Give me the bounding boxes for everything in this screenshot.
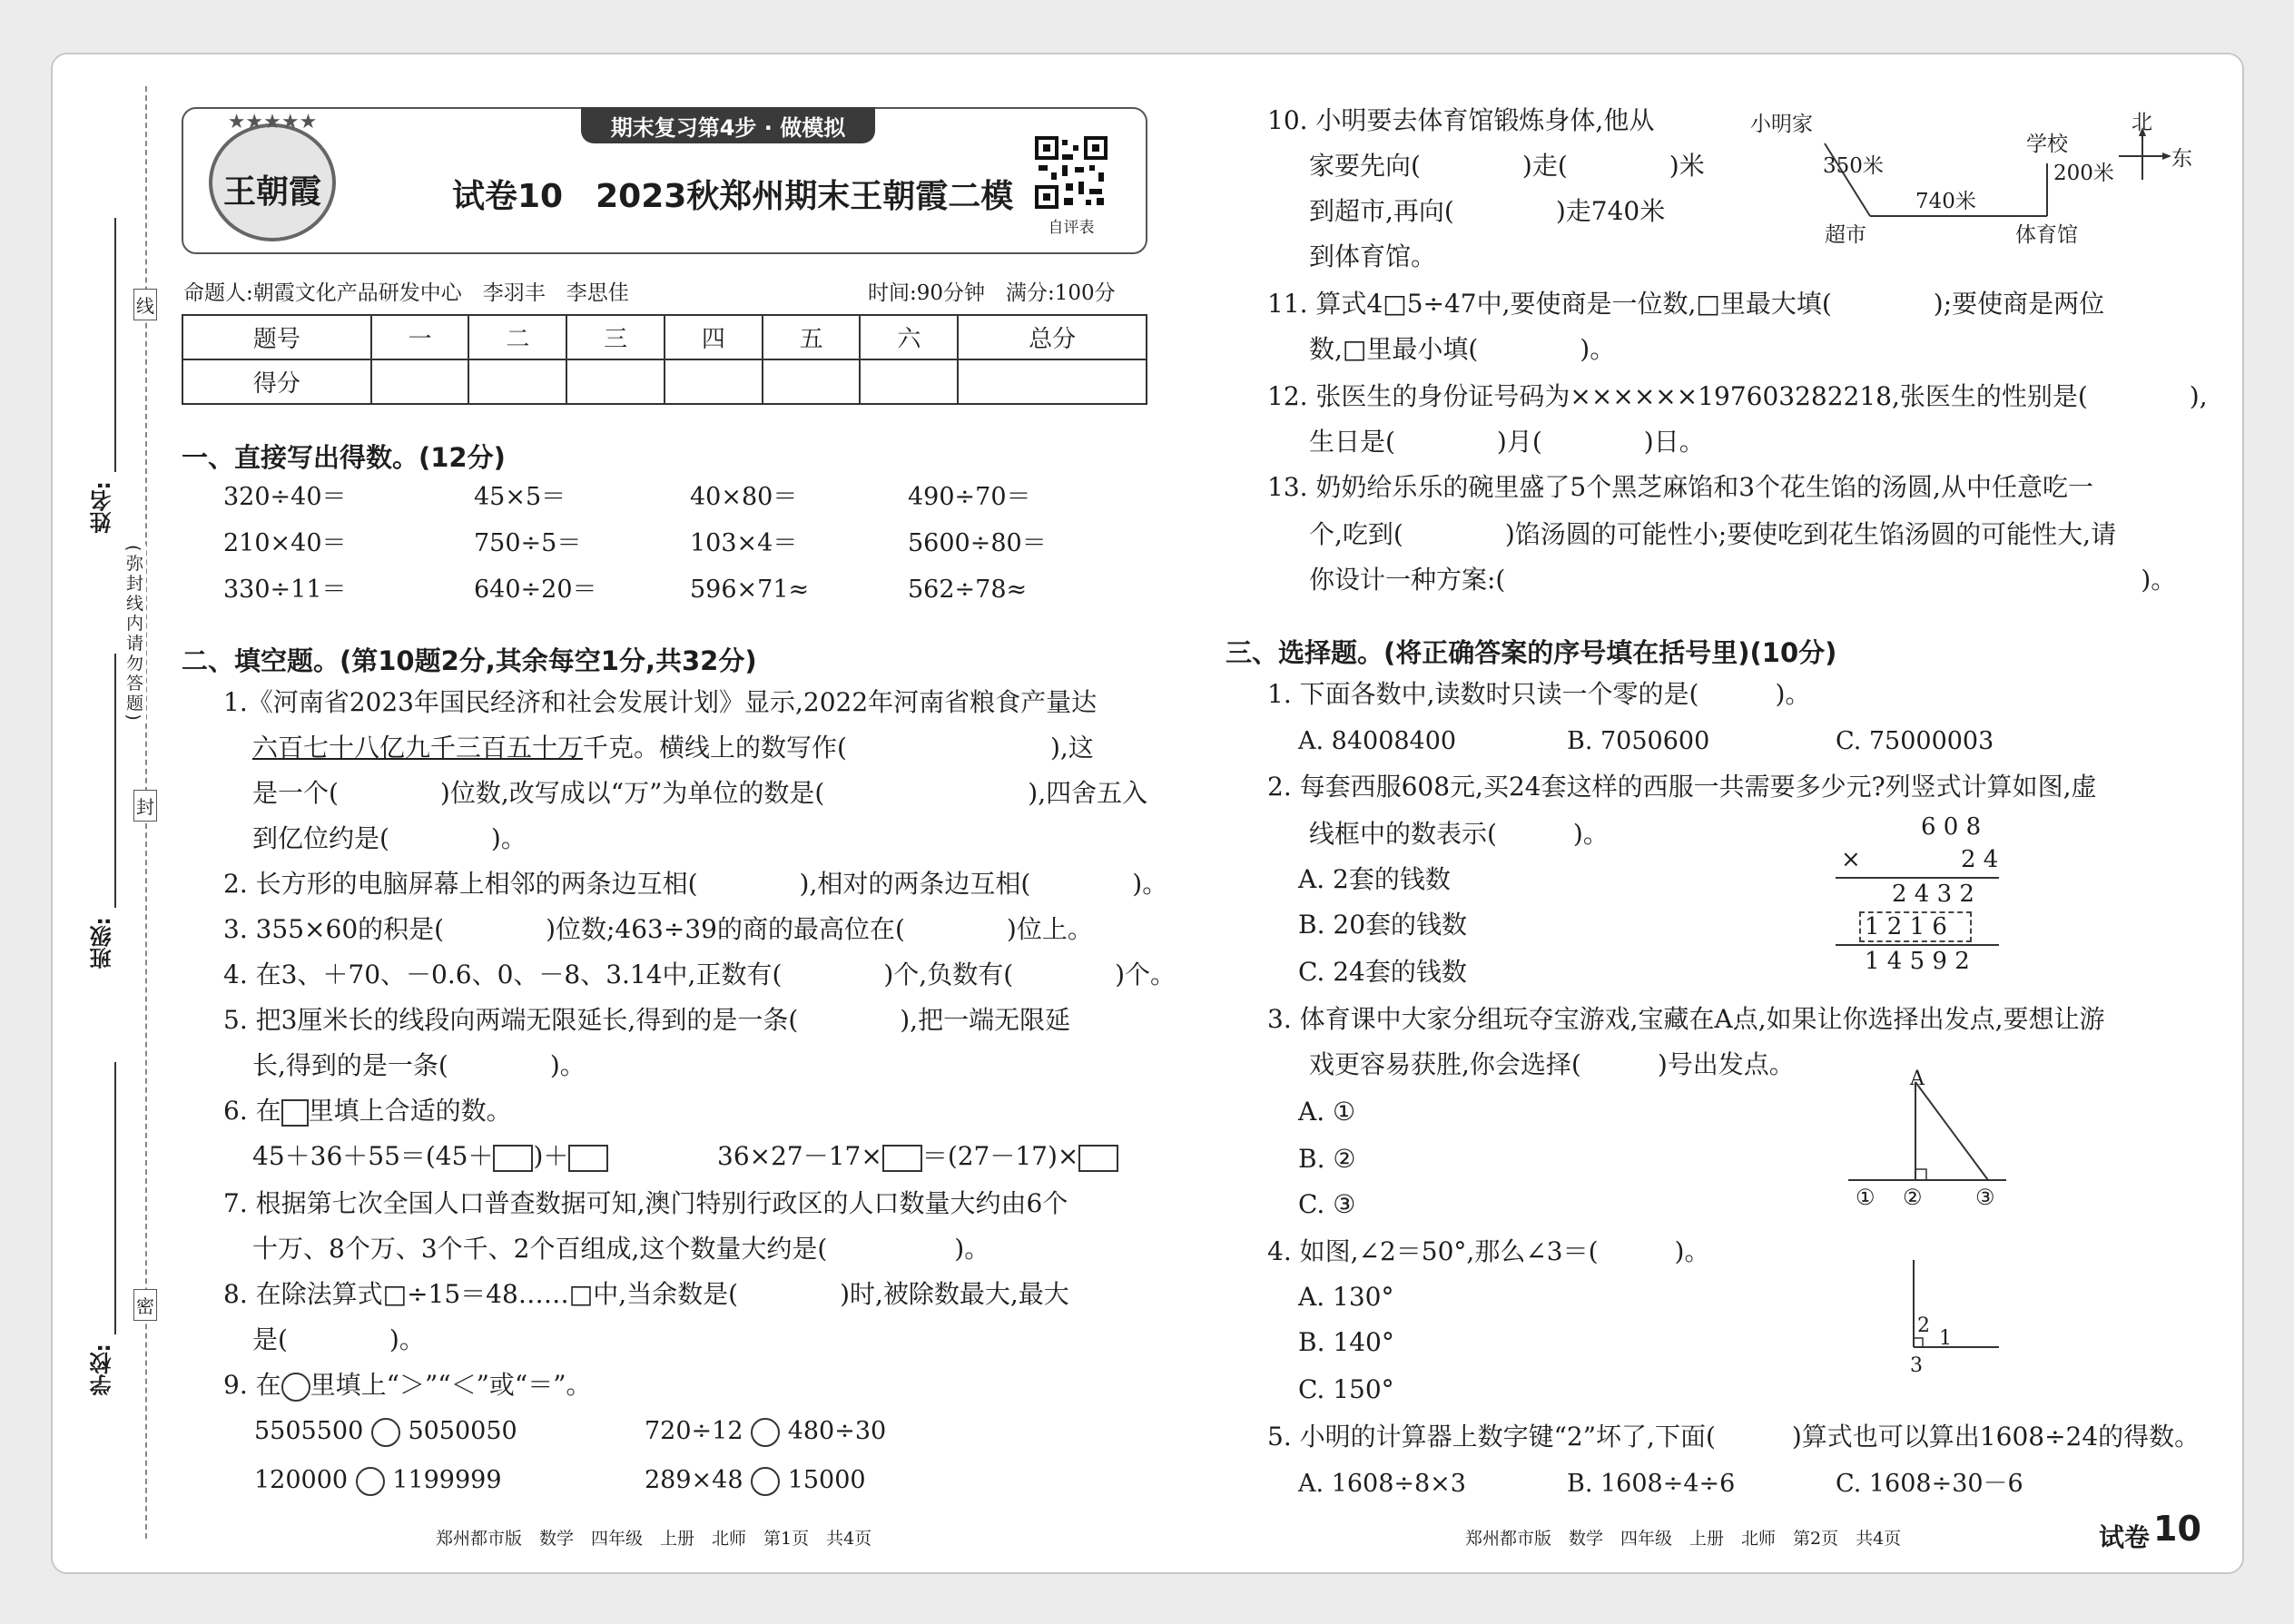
seal-mark-seal: 封 (133, 790, 157, 822)
question-text: 2. 每套西服608元,买24套这样的西服一共需要多少元?列竖式计算如图,虚 (1267, 772, 2097, 802)
question-text: 3. 355×60的积是( )位数;463÷39的商的最高位在( )位上。 (223, 914, 1093, 944)
option[interactable]: A. ① (1298, 1097, 1356, 1127)
question-text: 1. 下面各数中,读数时只读一个零的是( )。 (1267, 679, 1811, 709)
option[interactable]: B. ② (1298, 1144, 1356, 1174)
school-label: 学校: (90, 1343, 115, 1396)
class-line (114, 654, 116, 908)
section-3-title: 三、选择题。(将正确答案的序号填在括号里)(10分) (1226, 637, 1837, 668)
question-text (223, 1370, 592, 1402)
option[interactable]: B. 1608÷4÷6 (1567, 1470, 1736, 1498)
score-head-cell: 六 (860, 315, 958, 359)
compare-circle[interactable] (356, 1467, 385, 1496)
question-text: 13. 奶奶给乐乐的碗里盛了5个黑芝麻馅和3个花生馅的汤圆,从中任意吃一 (1267, 472, 2093, 502)
question-text-part: 千克。横线上的数写作( ),这 (583, 733, 1094, 763)
question-text: 2. 长方形的电脑屏幕上相邻的两条边互相( ),相对的两条边互相( )。 (223, 869, 1168, 899)
calc-item: 640÷20＝ (474, 576, 597, 604)
calc-digits: 1 4 5 9 2 (1865, 948, 1970, 975)
seal-mark-line: 线 (133, 289, 157, 320)
option[interactable]: A. 84008400 (1298, 727, 1457, 755)
option[interactable]: A. 1608÷8×3 (1298, 1470, 1466, 1498)
q9-suffix: 里填上“＞”“＜”或“＝”。 (310, 1370, 592, 1400)
calc-times: × (1841, 846, 1861, 873)
question-text: 你设计一种方案:( )。 (1309, 565, 2177, 595)
compare-circle[interactable] (751, 1467, 780, 1496)
question-text: 戏更容易获胜,你会选择( )号出发点。 (1309, 1049, 1795, 1079)
equation-row (252, 1141, 608, 1172)
map-label: 200米 (2053, 162, 2114, 185)
question-text: 7. 根据第七次全国人口普查数据可知,澳门特别行政区的人口数量大约由6个 (223, 1188, 1068, 1218)
cmp-left: 120000 (254, 1466, 349, 1494)
qr-code (1035, 136, 1108, 209)
score-head-cell: 总分 (958, 315, 1147, 359)
section-1-title: 一、直接写出得数。(12分) (182, 442, 506, 473)
paper-label: 试卷 (2099, 1522, 2151, 1552)
option[interactable]: B. 140° (1298, 1327, 1394, 1357)
name-label: 姓名: (90, 481, 115, 534)
question-text: 11. 算式4□5÷47中,要使商是一位数,□里最大填( );要使商是两位 (1267, 289, 2105, 319)
option[interactable]: C. 75000003 (1836, 727, 1994, 755)
score-head-cell: 二 (468, 315, 566, 359)
question-text: 生日是( )月( )日。 (1309, 427, 1705, 457)
figure-label: A (1910, 1068, 1925, 1090)
score-row-label: 得分 (182, 359, 371, 404)
calc-digits: 2 4 3 2 (1892, 881, 1974, 908)
underlined-number: 六百七十八亿九千三百五十万 (252, 733, 584, 763)
author-line: 命题人:朝霞文化产品研发中心 李羽丰 李思佳 (183, 281, 629, 305)
map-label: 体育馆 (2015, 223, 2078, 247)
calc-item: 562÷78≈ (908, 576, 1028, 604)
compare-circle[interactable] (371, 1418, 400, 1447)
calc-item: 103×4＝ (690, 529, 798, 557)
logo-text: 王朝霞 (222, 172, 321, 211)
question-text: 是( )。 (252, 1324, 425, 1354)
question-text (223, 1096, 512, 1127)
map-label: 740米 (1915, 190, 1976, 213)
question-text: 8. 在除法算式□÷15＝48……□中,当余数是( )时,被除数最大,最大 (223, 1279, 1069, 1309)
answer-box[interactable] (281, 1099, 309, 1127)
calc-item: 596×71≈ (690, 576, 810, 604)
calc-item: 750÷5＝ (474, 529, 582, 557)
question-text: 数,□里最小填( )。 (1309, 334, 1616, 364)
calc-item: 330÷11＝ (223, 576, 347, 604)
score-cell (665, 359, 763, 404)
equation-row (717, 1141, 1118, 1172)
question-text: 到体育馆。 (1309, 241, 1437, 271)
calc-item: 210×40＝ (223, 529, 347, 557)
question-text: 5. 小明的计算器上数字键“2”坏了,下面( )算式也可以算出1608÷24的得数。 (1267, 1422, 2200, 1452)
paper-number: 10 (2153, 1509, 2201, 1549)
qr-caption: 自评表 (1048, 219, 1095, 237)
score-cell (566, 359, 665, 404)
compare-item (254, 1465, 502, 1496)
question-text: 5. 把3厘米长的线段向两端无限延长,得到的是一条( ),把一端无限延 (223, 1005, 1071, 1035)
map-label: 350米 (1823, 154, 1884, 178)
exam-title: 试卷10 2023秋郑州期末王朝霞二模 (452, 178, 1014, 215)
question-text: 是一个( )位数,改写成以“万”为单位的数是( ),四舍五入 (252, 778, 1148, 808)
cmp-right: 15000 (787, 1466, 866, 1494)
score-cell (958, 359, 1147, 404)
class-label: 班级: (90, 917, 115, 969)
score-cell (371, 359, 469, 404)
question-text: 4. 在3、＋70、－0.6、0、－8、3.14中,正数有( )个,负数有( )个。 (223, 960, 1177, 989)
option[interactable]: B. 20套的钱数 (1298, 910, 1468, 940)
eq-part: 36×27－17× (717, 1141, 882, 1171)
question-text: 12. 张医生的身份证号码为××××××197603282218,张医生的性别是( ), (1267, 381, 2208, 411)
cmp-left: 289×48 (645, 1466, 743, 1494)
header-badge-text: 期末复习第4步 · 做模拟 (610, 115, 846, 141)
option[interactable]: A. 2套的钱数 (1298, 864, 1451, 894)
map-label: 北 (2132, 111, 2152, 134)
question-text: 3. 体育课中大家分组玩夺宝游戏,宝藏在A点,如果让你选择出发点,要想让游 (1267, 1004, 2105, 1034)
score-head-cell: 一 (371, 315, 469, 359)
map-label: 东 (2171, 147, 2192, 171)
calc-item: 320÷40＝ (223, 483, 347, 511)
calc-digits: 2 4 (1961, 846, 1999, 873)
angle-label: 3 (1910, 1354, 1923, 1377)
question-text: 十万、8个万、3个千、2个百组成,这个数量大约是( )。 (252, 1234, 990, 1264)
school-line (114, 1062, 116, 1334)
score-head-cell: 三 (566, 315, 665, 359)
compare-item (645, 1465, 866, 1496)
score-cell (860, 359, 958, 404)
question-text: 家要先向( )走( )米 (1309, 151, 1705, 181)
q6-suffix: 里填上合适的数。 (308, 1096, 512, 1126)
map-label: 超市 (1825, 223, 1866, 247)
question-text: 4. 如图,∠2＝50°,那么∠3＝( )。 (1267, 1236, 1710, 1266)
calc-item: 5600÷80＝ (908, 529, 1047, 557)
figure-label: ② (1903, 1185, 1923, 1210)
calc-item: 490÷70＝ (908, 483, 1031, 511)
calc-item: 40×80＝ (690, 483, 798, 511)
footer-left: 郑州都市版 数学 四年级 上册 北师 第1页 共4页 (436, 1529, 872, 1549)
calc-digits: 1 2 1 6 (1865, 913, 1947, 940)
answer-box[interactable] (882, 1145, 922, 1172)
score-head-cell: 题号 (182, 315, 371, 359)
cmp-right: 480÷30 (787, 1417, 887, 1445)
figure-label: ① (1856, 1185, 1876, 1210)
cmp-right: 1199999 (392, 1466, 502, 1494)
calc-digits: 6 0 8 (1921, 813, 1982, 841)
cmp-left: 5505500 (254, 1417, 364, 1445)
question-text: 个,吃到( )馅汤圆的可能性小;要使吃到花生馅汤圆的可能性大,请 (1309, 519, 2117, 549)
seal-mark-mi: 密 (133, 1289, 157, 1321)
question-text: 到亿位约是( )。 (252, 823, 527, 853)
score-cell (468, 359, 566, 404)
footer-right: 郑州都市版 数学 四年级 上册 北师 第2页 共4页 (1465, 1529, 1902, 1549)
score-cell (763, 359, 861, 404)
option[interactable]: C. 24套的钱数 (1298, 957, 1467, 987)
score-head-cell: 五 (763, 315, 861, 359)
eq-part: ＝(27－17)× (921, 1141, 1079, 1171)
logo-stars: ★★★★★ (227, 111, 318, 133)
question-text: 长,得到的是一条( )。 (252, 1050, 586, 1080)
answer-box[interactable] (568, 1145, 608, 1172)
compare-item (645, 1416, 886, 1447)
score-table (182, 314, 1147, 405)
map-label: 学校 (2026, 133, 2068, 156)
calc-item: 45×5＝ (474, 483, 566, 511)
angle-label: 1 (1939, 1327, 1952, 1350)
question-text: 到超市,再向( )走740米 (1309, 196, 1666, 226)
option[interactable]: C. ③ (1298, 1189, 1356, 1219)
angle-label: 2 (1917, 1314, 1930, 1337)
option[interactable]: A. 130° (1298, 1282, 1394, 1312)
question-text: 1.《河南省2023年国民经济和社会发展计划》显示,2022年河南省粮食产量达 (223, 687, 1098, 717)
question-text: 线框中的数表示( )。 (1309, 819, 1609, 849)
q6-prefix: 6. 在 (223, 1096, 281, 1126)
option[interactable]: B. 7050600 (1567, 727, 1710, 755)
map-label: 小明家 (1750, 113, 1813, 136)
eq-part: 45＋36＋55＝(45＋ (252, 1141, 494, 1171)
section-2-title: 二、填空题。(第10题2分,其余每空1分,共32分) (182, 645, 757, 676)
seal-note: (弥封线内请勿答题) (122, 545, 146, 723)
question-text: 10. 小明要去体育馆锻炼身体,他从 (1267, 105, 1655, 135)
score-table-row (182, 359, 1147, 404)
answer-box[interactable] (1078, 1145, 1118, 1172)
answer-box[interactable] (493, 1145, 533, 1172)
score-table-head (182, 315, 1147, 359)
compare-circle[interactable] (281, 1373, 310, 1402)
time-line: 时间:90分钟 满分:100分 (868, 281, 1116, 305)
question-text (252, 733, 1094, 763)
score-head-cell: 四 (665, 315, 763, 359)
compare-item (254, 1416, 517, 1447)
name-line (114, 218, 116, 472)
figure-label: ③ (1975, 1185, 1995, 1210)
cmp-right: 5050050 (408, 1417, 517, 1445)
compare-circle[interactable] (751, 1418, 780, 1447)
q9-prefix: 9. 在 (223, 1370, 281, 1400)
eq-part: )＋ (533, 1141, 569, 1171)
option[interactable]: C. 150° (1298, 1374, 1394, 1404)
option[interactable]: C. 1608÷30－6 (1836, 1470, 2023, 1498)
cmp-left: 720÷12 (645, 1417, 743, 1445)
